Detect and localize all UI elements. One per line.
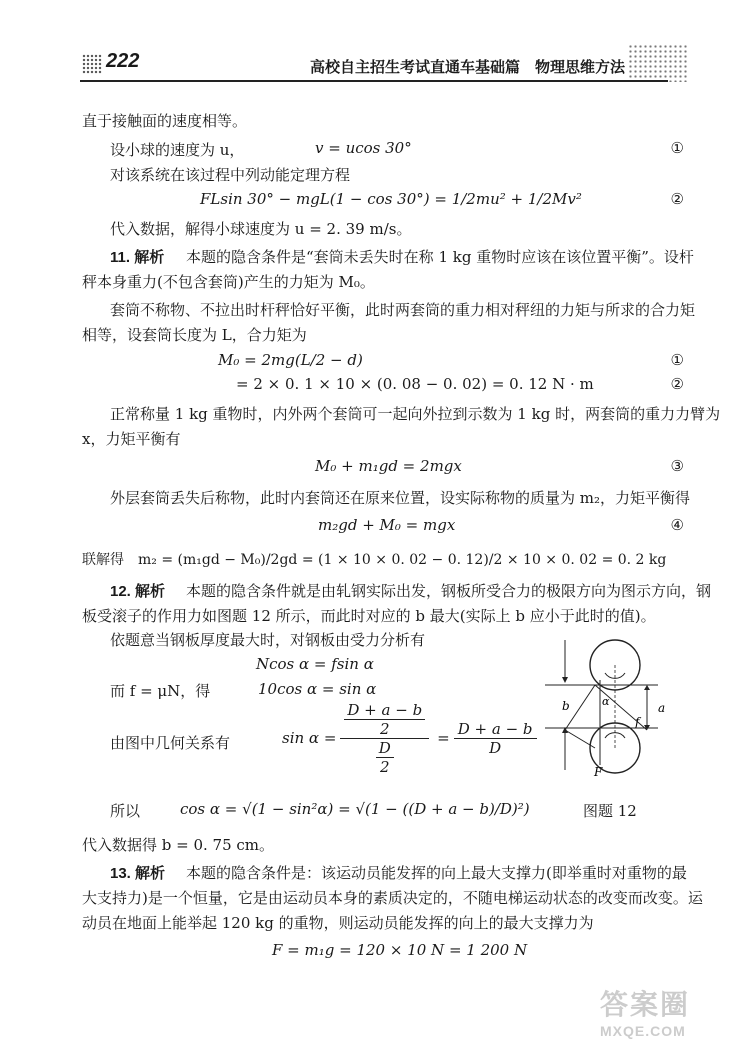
fraction-denominator: [376, 739, 394, 776]
equals-sign: =: [437, 729, 450, 747]
figure-rollers-diagram: [540, 630, 680, 780]
fraction-equation: [282, 700, 537, 776]
equation-marker: ④: [670, 516, 684, 534]
equation: FLsin 30° − mgL(1 − cos 30°) = 1/2mu² + 1/2Mv²: [200, 190, 582, 208]
text-line: 而 f = μN，得: [110, 682, 211, 700]
text-line: 正常称量 1 kg 重物时，内外两个套筒可一起向外拉到示数为 1 kg 时，两套筒的重力力臂为: [110, 405, 721, 423]
denominator-text: D: [376, 739, 394, 758]
equation-marker: ①: [670, 351, 684, 369]
section-heading: 13. 解析: [110, 865, 166, 882]
text-line: 由图中几何关系有: [110, 734, 231, 752]
text-line: 直于接触面的速度相等。: [82, 112, 248, 130]
denominator-two: 2: [380, 757, 390, 776]
text-line: 秤本身重力(不包含套筒)产生的力矩为 M₀。: [82, 273, 375, 291]
equation-marker: ②: [670, 375, 684, 393]
header-rule: [80, 80, 668, 82]
equation: v = ucos 30°: [315, 139, 412, 157]
label-F: F: [594, 765, 603, 779]
fraction2-numerator: D + a − b: [454, 720, 537, 739]
text-line: 设小球的速度为 u，: [110, 141, 245, 159]
text-line: 对该系统在该过程中列动能定理方程: [110, 166, 351, 184]
equation: = 2 × 0. 1 × 10 × (0. 08 − 0. 02) = 0. 12 N · m: [236, 375, 594, 393]
equation: F = m₁g = 120 × 10 N = 1 200 N: [272, 941, 528, 959]
equation: Ncos α = fsin α: [256, 655, 374, 673]
text-line: 代入数据，解得小球速度为 u = 2. 39 m/s。: [110, 220, 412, 238]
section-heading: 11. 解析: [110, 249, 165, 266]
text-line: 本题的隐含条件是“套筒未丢失时在称 1 kg 重物时应该在该位置平衡”。设杆: [186, 248, 694, 266]
simple-fraction: [454, 720, 537, 757]
text-line: 所以: [110, 802, 141, 820]
text-line: 依题意当钢板厚度最大时，对钢板由受力分析有: [110, 631, 426, 649]
text-line: 代入数据得 b = 0. 75 cm。: [82, 836, 275, 854]
fraction-numerator: [340, 701, 429, 739]
numerator-two: 2: [380, 719, 390, 738]
equation-marker: ③: [670, 457, 684, 475]
text-line: 本题的隐含条件是：该运动员能发挥的向上最大支撑力(即举重时对重物的最: [186, 864, 687, 882]
section-heading: 12. 解析: [110, 583, 166, 600]
text-line: 动员在地面上能举起 120 kg 的重物，则运动员能发挥的向上的最大支撑力为: [82, 914, 594, 932]
text-line: x，力矩平衡有: [82, 430, 181, 448]
label-f: f: [635, 715, 640, 729]
text-line: 板受滚子的作用力如图题 12 所示，而此时对应的 b 最大(实际上 b 应小于此时的值)。: [82, 607, 656, 625]
equation: cos α = √(1 − sin²α) = √(1 − ((D + a − b)/D)²): [180, 800, 530, 818]
text-line: 大支持力)是一个恒量，它是由运动员本身的素质决定的，不随电梯运动状态的改变而改变。运: [82, 889, 703, 907]
header-decoration: [82, 54, 102, 74]
page-number: 222: [106, 50, 140, 72]
equation-marker: ②: [670, 190, 684, 208]
label-a: a: [658, 701, 666, 715]
equation: M₀ = 2mg(L/2 − d): [218, 351, 363, 369]
text-line: 本题的隐含条件就是由轧钢实际出发，钢板所受合力的极限方向为图示方向，钢: [186, 582, 712, 600]
label-alpha: α: [602, 695, 610, 708]
text-line: 相等，设套筒长度为 L，合力矩为: [82, 326, 307, 344]
numerator-text: D + a − b: [344, 701, 425, 720]
fraction2-denominator: D: [489, 738, 502, 757]
sin-lhs: sin α =: [282, 729, 337, 747]
equation: M₀ + m₁gd = 2mgx: [315, 457, 462, 475]
equation: m₂gd + M₀ = mgx: [318, 516, 456, 534]
equation: 联解得 m₂ = (m₁gd − M₀)/2gd = (1 × 10 × 0. 02 − 0. 12)/2 × 10 × 0. 02 = 0. 2 kg: [82, 552, 667, 568]
equation-marker: ①: [670, 139, 684, 157]
header-dot-pattern: [628, 44, 688, 82]
label-b: b: [562, 699, 570, 713]
equation: 10cos α = sin α: [258, 680, 377, 698]
watermark-bottom: MXQE.COM: [600, 1023, 686, 1039]
watermark-top: 答案圈: [600, 989, 691, 1020]
text-line: 套筒不称物、不拉出时杆秤恰好平衡，此时两套筒的重力相对秤纽的力矩与所求的合力矩: [110, 301, 696, 319]
compound-fraction: [340, 701, 429, 776]
text-line: 外层套筒丢失后称物，此时内套筒还在原来位置，设实际称物的质量为 m₂，力矩平衡得: [110, 489, 691, 507]
figure-caption: 图题 12: [583, 802, 637, 820]
running-header-title: 高校自主招生考试直通车基础篇 物理思维方法: [310, 59, 626, 76]
watermark: [600, 983, 730, 1039]
